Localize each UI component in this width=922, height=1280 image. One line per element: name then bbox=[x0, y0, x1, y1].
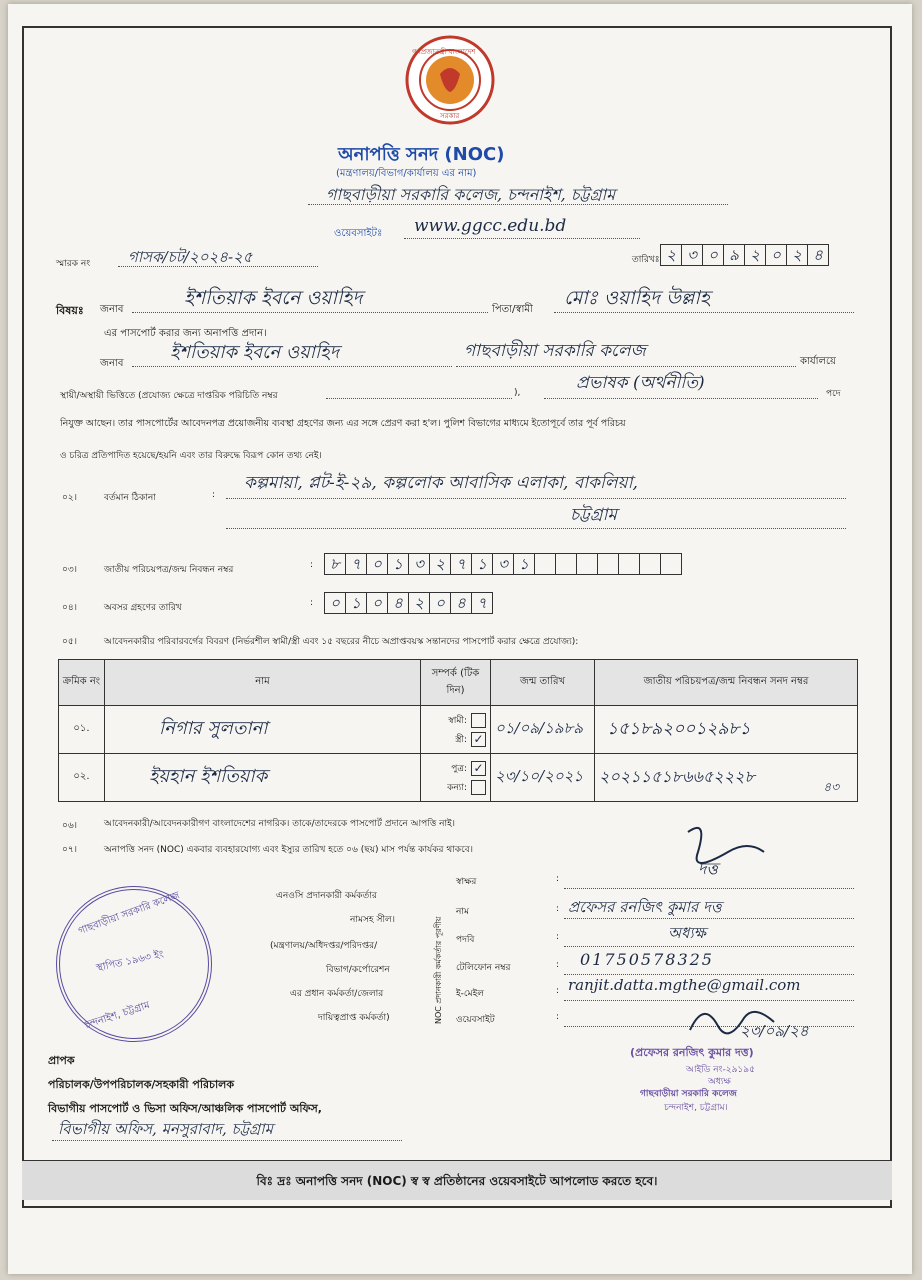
field-name-label: নাম bbox=[456, 907, 469, 917]
note-07-no: ০৭। bbox=[62, 845, 77, 855]
date-digit-box: ২ bbox=[660, 244, 682, 266]
emblem-text-bottom: সরকার bbox=[440, 112, 460, 120]
item-04-no: ০৪। bbox=[62, 603, 77, 613]
date-digit-box: ০ bbox=[702, 244, 724, 266]
nid-digit-box: ৩ bbox=[408, 553, 430, 575]
body-para1: নিযুক্ত আছেন। তার পাসপোর্টের আবেদনপত্র প্রয়োজনীয় ব্যবস্থা গ্রহণের জন্য এর সঙ্গে প্রেরণ করা হ'ল। পুলিশ বিভাগের মাধ্যমে ইতোপূর্বে তার পূর্ব পরিচয় bbox=[60, 418, 626, 429]
retirement-digit-box: ১ bbox=[345, 592, 367, 614]
retirement-digit-box: ৭ bbox=[471, 592, 493, 614]
relation-husband-checkbox bbox=[471, 713, 486, 728]
recipient-line-3: বিভাগীয় অফিস, মনসুরাবাদ, চট্টগ্রাম bbox=[58, 1120, 273, 1138]
memo-value: গাসক/চট/২০২৪-২৫ bbox=[128, 248, 253, 266]
row-serial: ০২. bbox=[59, 754, 105, 802]
row-serial: ০১. bbox=[59, 706, 105, 754]
nid-digit-box: ১ bbox=[471, 553, 493, 575]
member-dob: ২৩/১০/২০২১ bbox=[495, 767, 584, 785]
nid-digit-box: ২ bbox=[429, 553, 451, 575]
emblem-text-top: গণপ্রজাতন্ত্রী বাংলাদেশ bbox=[412, 48, 476, 56]
field-phone-label: টেলিফোন নম্বর bbox=[456, 963, 511, 973]
document-title: অনাপত্তি সনদ (NOC) bbox=[338, 144, 505, 165]
relation-husband-label: স্বামী: bbox=[448, 715, 467, 726]
website-label: ওয়েবসাইটঃ bbox=[334, 228, 383, 239]
nid-digit-box bbox=[660, 553, 682, 575]
nid-digit-box: ০ bbox=[366, 553, 388, 575]
table-row bbox=[59, 754, 858, 802]
date-digit-box: ৩ bbox=[681, 244, 703, 266]
website-value: www.ggcc.edu.bd bbox=[414, 216, 567, 236]
signature-scribble bbox=[668, 822, 778, 886]
field-colon: : bbox=[556, 904, 560, 914]
table-row bbox=[59, 706, 858, 754]
nid-digit-box: ১ bbox=[513, 553, 535, 575]
issuer-designation: অধ্যক্ষ bbox=[668, 924, 706, 942]
col-dob: জন্ম তারিখ bbox=[491, 660, 595, 706]
item-02-label: বর্তমান ঠিকানা bbox=[104, 493, 156, 503]
issuer-line-5: এর প্রধান কর্মকর্তা/জেলার bbox=[290, 989, 384, 999]
retirement-digit-box: ৪ bbox=[450, 592, 472, 614]
stamp-line-5: চন্দনাইশ, চট্টগ্রাম। bbox=[664, 1103, 728, 1113]
date-label: তারিখঃ bbox=[632, 255, 660, 265]
field-colon: : bbox=[556, 1012, 560, 1022]
issuer-name: প্রফেসর রনজিৎ কুমার দত্ত bbox=[568, 898, 722, 916]
field-colon: : bbox=[556, 960, 560, 970]
field-designation-label: পদবি bbox=[456, 935, 475, 945]
member-dob: ০১/০৯/১৯৮৯ bbox=[495, 719, 584, 737]
member-nid: ২০২১১৫১৮৬৬৫২২২৮ bbox=[599, 767, 755, 786]
stamp-line-4: গাছবাড়ীয়া সরকারি কলেজ bbox=[640, 1089, 737, 1099]
relation-wife-checkbox: ✓ bbox=[471, 732, 486, 747]
stamp-line-2: আইডি নং-২৯১৯৫ bbox=[686, 1065, 755, 1075]
designation: প্রভাষক (অর্থনীতি) bbox=[576, 373, 705, 393]
item-02-no: ০২। bbox=[62, 493, 77, 503]
issuer-line-1: এনওসি প্রদানকারী কর্মকর্তার bbox=[276, 891, 377, 901]
nid-digit-box bbox=[534, 553, 556, 575]
nid-digit-box bbox=[576, 553, 598, 575]
permanent-label: স্থায়ী/অস্থায়ী ভিত্তিতে (প্রযোজ্য ক্ষেত্রে দাপ্তরিক পরিচিতি নম্বর bbox=[60, 391, 278, 401]
member-name: ইয়হান ইশতিয়াক bbox=[149, 766, 268, 787]
field-colon: : bbox=[556, 986, 560, 996]
father-label: পিতা/স্বামী bbox=[492, 304, 533, 315]
member-name: নিগার সুলতানা bbox=[159, 718, 268, 739]
retirement-digit-box: ০ bbox=[366, 592, 388, 614]
field-colon: : bbox=[556, 932, 560, 942]
ministry-label: (মন্ত্রণালয়/বিভাগ/কার্যালয় এর নাম) bbox=[336, 168, 477, 179]
paren-close: ), bbox=[514, 388, 521, 398]
item-04-label: অবসর গ্রহণের তারিখ bbox=[104, 603, 182, 613]
issuer-line-2: নামসহ সীল। bbox=[350, 915, 395, 925]
designation-suffix: পদে bbox=[826, 389, 841, 399]
relation-son-label: পুত্র: bbox=[451, 763, 467, 774]
recipient-line-2: বিভাগীয় পাসপোর্ট ও ভিসা অফিস/আঞ্চলিক পাসপোর্ট অফিস, bbox=[48, 1102, 322, 1115]
col-relation: সম্পর্ক (টিক দিন) bbox=[421, 660, 491, 706]
family-table bbox=[58, 659, 858, 802]
issuer-line-6: দায়িত্বপ্রাপ্ত কর্মকর্তা) bbox=[318, 1013, 390, 1023]
nid-digit-box bbox=[555, 553, 577, 575]
body-prefix: জনাব bbox=[100, 358, 124, 369]
memo-label: স্মারক নং bbox=[56, 259, 91, 269]
date-digit-box: ৯ bbox=[723, 244, 745, 266]
recipient-label: প্রাপক bbox=[48, 1054, 75, 1067]
subject-line2: এর পাসপোর্ট করার জন্য অনাপত্তি প্রদান। bbox=[104, 328, 267, 339]
item-05-label: আবেদনকারীর পরিবারবর্গের বিবরণ (নির্ভরশীল স্বামী/স্ত্রী এবং ১৫ বছরের নীচে অপ্রাপ্তবয়স্ক সন্তানদের পাসপোর্ট করার ক্ষেত্রে প্রযোজ্য): bbox=[104, 637, 579, 647]
nid-digit-box: ৩ bbox=[492, 553, 514, 575]
relation-wife-label: স্ত্রী: bbox=[455, 734, 467, 745]
note-06-no: ০৬। bbox=[62, 821, 77, 831]
item-03-colon: : bbox=[310, 560, 314, 570]
round-seal-top: গাছবাড়ীয়া সরকারি কলেজ bbox=[77, 890, 182, 938]
relation-daughter-checkbox bbox=[471, 780, 486, 795]
subject-prefix: জনাব bbox=[100, 304, 124, 315]
nid-digit-box bbox=[639, 553, 661, 575]
item-04-colon: : bbox=[310, 598, 314, 608]
note-07: অনাপত্তি সনদ (NOC) একবার ব্যবহারযোগ্য এবং ইস্যুর তারিখ হতে ০৬ (ছয়) মাস পর্যন্ত কার্যকর থাকবে। bbox=[104, 845, 473, 855]
document-paper bbox=[8, 4, 912, 1274]
field-signature-label: স্বাক্ষর bbox=[456, 877, 477, 887]
father-name: মোঃ ওয়াহিদ উল্লাহ bbox=[564, 287, 710, 309]
note-06: আবেদনকারী/আবেদনকারীগণ বাংলাদেশের নাগরিক। তাকে/তাদেরকে পাসপোর্ট প্রদানে আপত্তি নাই। bbox=[104, 819, 456, 829]
issuer-email: ranjit.datta.mgthe@gmail.com bbox=[568, 976, 801, 994]
retirement-date-boxes bbox=[324, 592, 492, 614]
signature-name: দত্ত bbox=[698, 859, 718, 878]
nid-digit-box: ৭ bbox=[450, 553, 472, 575]
col-nid: জাতীয় পরিচয়পত্র/জন্ম নিবন্ধন সনদ নম্বর bbox=[595, 660, 858, 706]
item-03-label: জাতীয় পরিচয়পত্র/জন্ম নিবন্ধন নম্বর bbox=[104, 565, 234, 575]
field-colon: : bbox=[556, 874, 560, 884]
body-name: ইশতিয়াক ইবনে ওয়াহিদ bbox=[170, 342, 340, 363]
field-email-label: ই-মেইল bbox=[456, 989, 484, 999]
body-office: গাছবাড়ীয়া সরকারি কলেজ bbox=[464, 341, 646, 361]
member-nid: ১৫১৮৯২০০১২৯৮১ bbox=[607, 718, 751, 739]
round-seal-bottom: চন্দনাইশ, চট্টগ্রাম bbox=[83, 999, 152, 1032]
address-line1: কল্পমায়া, প্লট-ই-২৯, কল্পলোক আবাসিক এলাকা, বাকলিয়া, bbox=[244, 473, 638, 493]
recipient-line-1: পরিচালক/উপপরিচালক/সহকারী পরিচালক bbox=[48, 1078, 235, 1091]
nid-digit-box: ৭ bbox=[345, 553, 367, 575]
issuer-line-4: বিভাগ/কর্পোরেশন bbox=[326, 965, 390, 975]
field-website-label: ওয়েবসাইট bbox=[456, 1015, 495, 1025]
nid-digit-box: ৮ bbox=[324, 553, 346, 575]
date-digit-box: ২ bbox=[744, 244, 766, 266]
item-03-no: ০৩। bbox=[62, 565, 77, 575]
footer-note: বিঃ দ্রঃ অনাপত্তি সনদ (NOC) স্ব স্ব প্রতিষ্ঠানের ওয়েবসাইটে আপলোড করতে হবে। bbox=[22, 1160, 892, 1200]
relation-daughter-label: কন্যা: bbox=[447, 782, 467, 793]
nid-digit-box bbox=[618, 553, 640, 575]
nid-digit-box: ১ bbox=[387, 553, 409, 575]
stamp-line-3: অধ্যক্ষ bbox=[708, 1077, 731, 1087]
round-seal-mid: স্থাপিত ১৯৬৩ ইং bbox=[95, 949, 165, 975]
date-digit-box: ২ bbox=[786, 244, 808, 266]
issuer-phone: 01750578325 bbox=[580, 950, 714, 969]
date-digit-box: ০ bbox=[765, 244, 787, 266]
nid-boxes bbox=[324, 553, 681, 575]
member-nid-extra: ৪৩ bbox=[823, 780, 839, 794]
item-05-no: ০৫। bbox=[62, 637, 77, 647]
retirement-digit-box: ০ bbox=[324, 592, 346, 614]
body-para2: ও চরিত্র প্রতিপাদিত হয়েছে/হয়নি এবং তার বিরুদ্ধে বিরূপ কোন তথ্য নেই। bbox=[60, 451, 322, 461]
retirement-digit-box: ০ bbox=[429, 592, 451, 614]
retirement-digit-box: ২ bbox=[408, 592, 430, 614]
issuer-vertical-note: NOC প্রদানকারী কর্মকর্তার পূরণীয় bbox=[434, 916, 443, 1024]
retirement-digit-box: ৪ bbox=[387, 592, 409, 614]
col-name: নাম bbox=[105, 660, 421, 706]
issuer-line-3: (মন্ত্রণালয়/অধিদপ্তর/পরিদপ্তর/ bbox=[270, 941, 378, 951]
office-suffix: কার্যালয়ে bbox=[800, 356, 836, 367]
item-02-colon: : bbox=[212, 490, 216, 500]
relation-son-checkbox: ✓ bbox=[471, 761, 486, 776]
date-digit-box: ৪ bbox=[807, 244, 829, 266]
nid-digit-box bbox=[597, 553, 619, 575]
subject-label: বিষয়ঃ bbox=[56, 304, 84, 317]
col-serial: ক্রমিক নং bbox=[59, 660, 105, 706]
office-name: গাছবাড়ীয়া সরকারি কলেজ, চন্দনাইশ, চট্টগ্রাম bbox=[326, 185, 616, 204]
date-boxes bbox=[660, 244, 828, 266]
stamp-line-1: (প্রফেসর রনজিৎ কুমার দত্ত) bbox=[630, 1046, 754, 1059]
sign-date: ২৩/০৯/২৪ bbox=[740, 1022, 809, 1040]
address-line2: চট্টগ্রাম bbox=[570, 505, 617, 525]
applicant-name: ইশতিয়াক ইবনে ওয়াহিদ bbox=[184, 287, 363, 309]
